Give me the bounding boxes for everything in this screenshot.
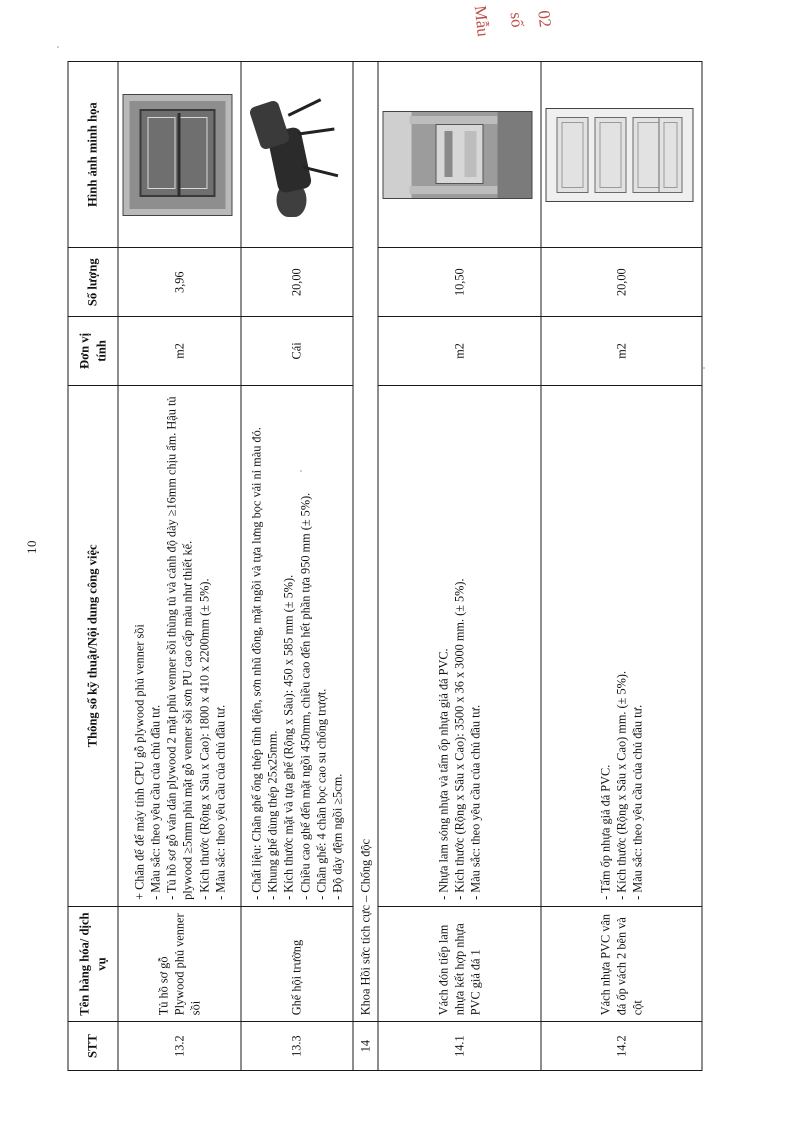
cell-quantity: 20,00 — [241, 248, 352, 317]
spec-line: - Kích thước mặt và tựa ghế (Rộng x Sâu): 450 x 585 mm (± 5%). — [281, 574, 296, 900]
cell-stt: 14.1 — [378, 1022, 541, 1071]
cell-section-title: Khoa Hồi sức tích cực – Chống độc — [353, 62, 378, 1022]
cell-image — [378, 62, 541, 248]
cell-unit: Cái — [241, 317, 352, 386]
scan-speck — [300, 470, 302, 472]
cell-quantity: 10,50 — [378, 248, 541, 317]
chair-illustration-icon — [246, 84, 344, 226]
handwritten-annotation: Mẫu số 02 — [470, 4, 556, 38]
cell-stt: 13.3 — [241, 1022, 352, 1071]
table-row-section — [353, 62, 378, 1071]
scan-speck — [57, 46, 59, 48]
table-row — [541, 62, 702, 1071]
cabinet-illustration-icon — [123, 94, 233, 216]
cell-unit: m2 — [541, 317, 702, 386]
cell-name: Vách đón tiếp lam nhựa kết hợp nhựa PVC giả đá 1 — [378, 906, 541, 1021]
spec-line: + Chân đế để máy tính CPU gỗ plywood phủ venner sồi — [132, 624, 147, 900]
spec-line: - Tủ hồ sơ gỗ ván dán plywood 2 mặt phủ venner sồi thùng tủ và cánh độ dày ≥16mm chịu ẩm. Hậu tủ plywood ≥5mm phủ mặt gỗ venner sồi sơn PU cao cấp màu như thiết kế. — [164, 396, 195, 900]
cell-image — [118, 62, 241, 248]
column-header-unit: Đơn vị tính — [68, 317, 118, 386]
cell-spec — [118, 385, 241, 906]
scan-speck — [703, 367, 705, 369]
cell-name: Tủ hồ sơ gỗ Plywood phủ venner sồi — [118, 906, 241, 1021]
spec-line: - Chất liệu: Chân ghế ống thép tĩnh điện, sơn nhũ đồng, mặt ngồi và tựa lưng bọc vải nỉ màu đỏ. — [249, 427, 264, 900]
cell-stt: 13.2 — [118, 1022, 241, 1071]
table-row — [118, 62, 241, 1071]
cell-unit: m2 — [118, 317, 241, 386]
cell-quantity: 3,96 — [118, 248, 241, 317]
cell-stt: 14 — [353, 1022, 378, 1071]
room-illustration-icon — [382, 111, 532, 199]
spec-line: - Khung ghế dùng thép 25x25mm. — [265, 730, 280, 900]
spec-line: - Màu sắc: theo yêu cầu của chủ đầu tư. — [468, 704, 483, 900]
table-stage — [68, 61, 733, 1071]
table-header-row — [68, 62, 118, 1071]
column-header-quantity: Số lượng — [68, 248, 118, 317]
table-row — [241, 62, 352, 1071]
spec-line: - Chiều cao ghế đến mặt ngồi 450mm, chiều cao đến hết phần tựa 950 mm (± 5%). — [298, 492, 313, 900]
spec-line: - Kích thước (Rộng x Sâu x Cao) mm. (± 5%). — [614, 670, 629, 900]
column-header-spec: Thông số kỹ thuật/Nội dung công việc — [68, 385, 118, 906]
column-header-image: Hình ảnh minh họa — [68, 62, 118, 248]
goods-specification-table — [68, 61, 703, 1071]
cell-quantity: 20,00 — [541, 248, 702, 317]
spec-line: - Màu sắc: theo yêu cầu của chủ đầu tư. — [148, 704, 163, 900]
spec-line: - Màu sắc: theo yêu cầu của chủ đầu tư. — [213, 704, 228, 900]
spec-line: - Kích thước (Rộng x Sâu x Cao): 3500 x 36 x 3000 mm. (± 5%). — [452, 578, 467, 900]
cell-unit: m2 — [378, 317, 541, 386]
cell-spec — [241, 385, 352, 906]
spec-line: - Kích thước (Rộng x Sâu x Cao): 1800 x 410 x 2200mm (± 5%). — [197, 578, 212, 900]
cell-stt: 14.2 — [541, 1022, 702, 1071]
table-row — [378, 62, 541, 1071]
spec-line: - Nhựa lam sóng nhựa và tấm ốp nhựa giả đá PVC. — [436, 648, 451, 900]
cell-spec — [541, 385, 702, 906]
cell-image — [541, 62, 702, 248]
spec-line: - Tấm ốp nhựa giả đá PVC. — [598, 764, 613, 900]
cell-spec — [378, 385, 541, 906]
panel-illustration-icon — [546, 108, 694, 202]
cell-name: Vách nhựa PVC vân đá ốp vách 2 bên và cột — [541, 906, 702, 1021]
page-number: 10 — [24, 540, 39, 554]
cell-name: Ghế hội trường — [241, 906, 352, 1021]
spec-line: - Chân ghế: 4 chân bọc cao su chống trượt. — [314, 688, 329, 900]
spec-line: - Màu sắc: theo yêu cầu của chủ đầu tư. — [630, 704, 645, 900]
column-header-name: Tên hàng hóa/ dịch vụ — [68, 906, 118, 1021]
column-header-stt: STT — [68, 1022, 118, 1071]
spec-line: - Độ dày đệm ngồi ≥5cm. — [330, 773, 345, 900]
cell-image — [241, 62, 352, 248]
